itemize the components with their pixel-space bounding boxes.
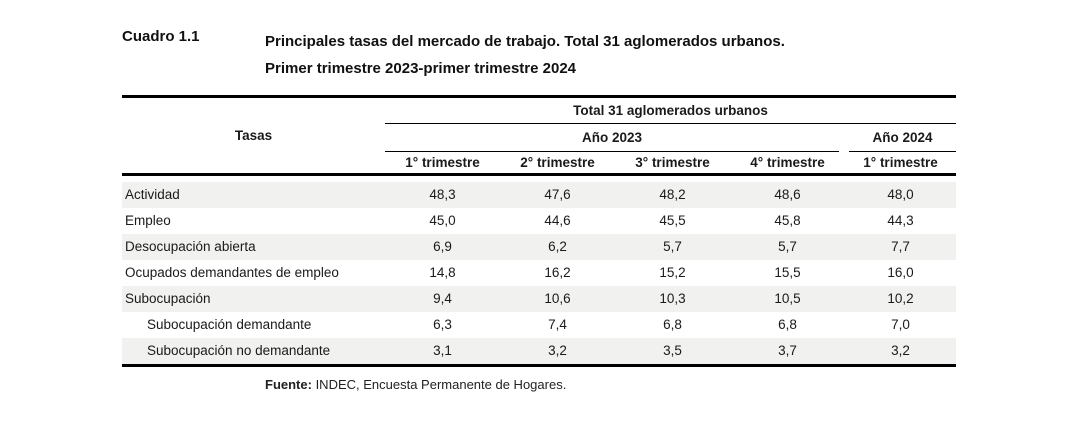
column-header-q1-2023: 1° trimestre	[405, 155, 480, 170]
table-row	[122, 208, 956, 234]
table-title-line2: Primer trimestre 2023-primer trimestre 2024	[265, 60, 577, 77]
table-row	[122, 234, 956, 260]
cell-value: 16,2	[544, 265, 571, 280]
cell-value: 10,3	[659, 291, 686, 306]
column-header-q3-2023: 3° trimestre	[635, 155, 710, 170]
cell-value: 9,4	[433, 291, 452, 306]
cell-value: 3,2	[891, 343, 910, 358]
table-row	[122, 286, 956, 312]
cell-value: 5,7	[663, 239, 682, 254]
cell-value: 6,8	[778, 317, 797, 332]
year-group-2023: Año 2023	[385, 124, 839, 152]
cell-value: 16,0	[887, 265, 914, 280]
table-title-line1: Principales tasas del mercado de trabajo. Total 31 aglomerados urbanos.	[265, 33, 785, 50]
cell-value: 15,2	[659, 265, 686, 280]
source-note	[265, 377, 566, 392]
source-label: Fuente:	[265, 377, 312, 392]
year-group-2024: Año 2024	[849, 124, 956, 152]
table-row	[122, 182, 956, 208]
column-header-tasas: Tasas	[234, 128, 273, 143]
cell-value: 7,7	[891, 239, 910, 254]
cell-value: 15,5	[774, 265, 801, 280]
cell-value: 45,0	[429, 213, 456, 228]
cell-value: 10,6	[544, 291, 571, 306]
cell-value: 7,0	[891, 317, 910, 332]
cell-value: 44,3	[887, 213, 914, 228]
row-label: Desocupación abierta	[125, 239, 256, 254]
column-header-q2-2023: 2° trimestre	[520, 155, 595, 170]
table-row	[122, 312, 956, 338]
row-label: Subocupación	[125, 291, 211, 306]
cell-value: 10,5	[774, 291, 801, 306]
cell-value: 3,7	[778, 343, 797, 358]
cell-value: 5,7	[778, 239, 797, 254]
table-title	[265, 28, 825, 82]
cell-value: 48,2	[659, 187, 686, 202]
row-label: Ocupados demandantes de empleo	[125, 265, 339, 280]
cell-value: 45,5	[659, 213, 686, 228]
source-text: INDEC, Encuesta Permanente de Hogares.	[311, 377, 567, 392]
row-label: Empleo	[125, 213, 171, 228]
cell-value: 7,4	[548, 317, 567, 332]
cell-value: 6,9	[433, 239, 452, 254]
cell-value: 48,6	[774, 187, 801, 202]
cell-value: 3,1	[433, 343, 452, 358]
column-group-header: Total 31 aglomerados urbanos	[385, 98, 956, 124]
cell-value: 47,6	[544, 187, 571, 202]
row-label: Subocupación demandante	[147, 317, 312, 332]
row-label: Subocupación no demandante	[147, 343, 331, 358]
cell-value: 48,3	[429, 187, 456, 202]
table-header	[122, 98, 956, 176]
table-row	[122, 260, 956, 286]
cell-value: 3,5	[663, 343, 682, 358]
cell-value: 14,8	[429, 265, 456, 280]
statistics-table	[122, 95, 956, 367]
table-body	[122, 176, 956, 364]
cell-value: 44,6	[544, 213, 571, 228]
cell-value: 6,3	[433, 317, 452, 332]
cell-value: 10,2	[887, 291, 914, 306]
cell-value: 45,8	[774, 213, 801, 228]
cell-value: 48,0	[887, 187, 914, 202]
table-number: Cuadro 1.1	[122, 28, 200, 45]
cell-value: 6,8	[663, 317, 682, 332]
cell-value: 3,2	[548, 343, 567, 358]
column-header-q1-2024: 1° trimestre	[863, 155, 938, 170]
column-header-q4-2023: 4° trimestre	[750, 155, 825, 170]
row-label: Actividad	[125, 187, 180, 202]
cell-value: 6,2	[548, 239, 567, 254]
table-row	[122, 338, 956, 364]
